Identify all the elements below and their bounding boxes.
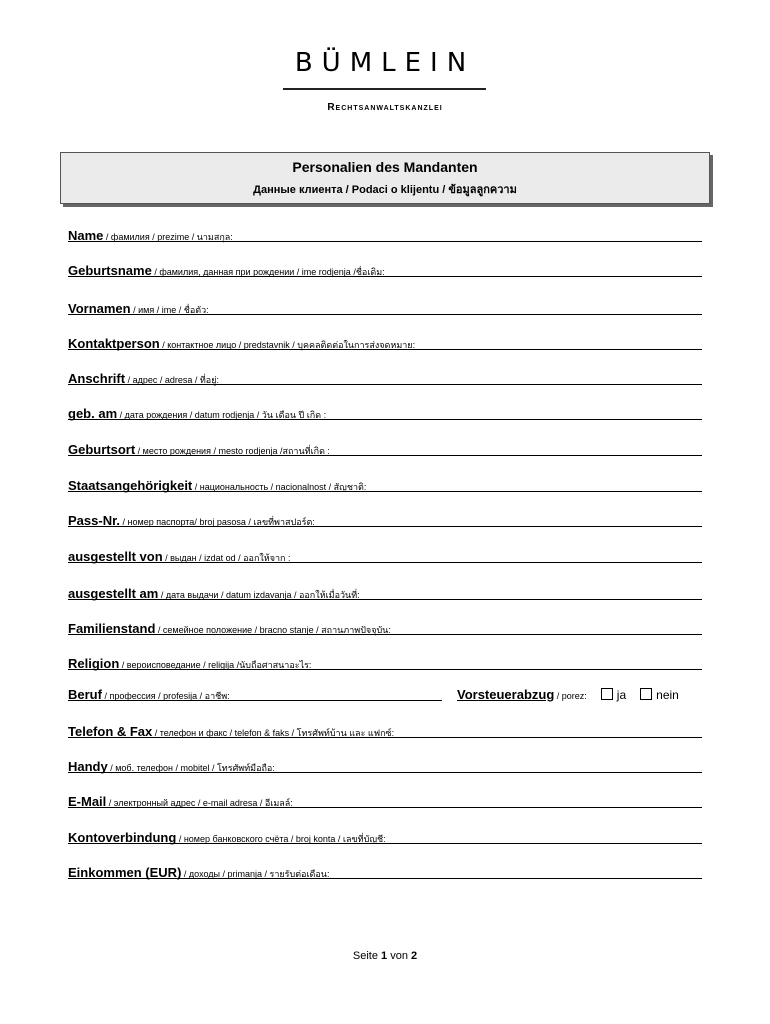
field-religion[interactable] bbox=[68, 655, 702, 670]
option-nein-label: nein bbox=[656, 688, 679, 702]
field-label: geb. am bbox=[68, 406, 118, 421]
field-familienstand[interactable] bbox=[68, 620, 702, 635]
field-translation: / номер паспорта/ broj pasosa / เลขที่พาสปอร์ต: bbox=[120, 517, 315, 527]
field-kontoverbindung[interactable] bbox=[68, 829, 702, 844]
field-pass-nr[interactable] bbox=[68, 512, 702, 527]
field-label: ausgestellt von bbox=[68, 549, 163, 564]
footer-prefix: Seite bbox=[352, 950, 382, 962]
checkbox-nein[interactable] bbox=[640, 688, 652, 700]
field-label: Familienstand bbox=[68, 621, 156, 636]
field-label: Telefon & Fax bbox=[68, 724, 153, 739]
field-label: Religion bbox=[68, 656, 120, 671]
field-translation: / место рождения / mesto rodjenja /สถานที่เกิด : bbox=[135, 446, 330, 456]
vorsteuerabzug-group bbox=[457, 686, 679, 704]
beruf-row bbox=[68, 686, 702, 702]
field-einkommen[interactable] bbox=[68, 864, 702, 879]
field-staatsangehoerigkeit[interactable] bbox=[68, 477, 702, 492]
vorsteuerabzug-label: Vorsteuerabzug bbox=[457, 687, 555, 702]
field-ausgestellt-von[interactable] bbox=[68, 548, 702, 563]
field-translation: / номер банковского счёта / broj konta / เลขที่บัญชี: bbox=[176, 834, 386, 844]
logo-rule bbox=[283, 88, 486, 90]
field-name[interactable] bbox=[68, 227, 702, 242]
field-vornamen[interactable] bbox=[68, 300, 702, 315]
field-geb-am[interactable] bbox=[68, 405, 702, 420]
field-translation: / профессия / profesija / อาชีพ: bbox=[101, 691, 230, 701]
field-label: Kontoverbindung bbox=[68, 830, 177, 845]
field-label: ausgestellt am bbox=[68, 586, 159, 601]
field-label: Handy bbox=[68, 759, 108, 774]
footer-page-number: 1 bbox=[381, 950, 388, 962]
field-translation: / телефон и факс / telefon & faks / โทรศัพท์บ้าน และ แฟกซ์: bbox=[152, 728, 395, 738]
field-geburtsort[interactable] bbox=[68, 441, 702, 456]
option-ja-label: ja bbox=[616, 688, 627, 702]
logo: BÜMLEIN bbox=[294, 48, 476, 78]
field-label: Geburtsname bbox=[68, 263, 152, 278]
vorsteuerabzug-translation: / porez: bbox=[554, 691, 587, 701]
form-header bbox=[60, 152, 710, 204]
field-label: Beruf bbox=[68, 687, 102, 702]
field-label: Vornamen bbox=[68, 301, 131, 316]
field-translation: / вероисповедание / religija /นับถือศาสนาอะไร: bbox=[119, 660, 312, 670]
field-translation: / доходы / primanja / รายรับต่อเดือน: bbox=[181, 869, 330, 879]
field-translation: / адрес / adresa / ที่อยู่: bbox=[125, 375, 219, 385]
field-translation: / моб. телефон / mobitel / โทรศัพท์มือถือ: bbox=[107, 763, 275, 773]
field-telefon-fax[interactable] bbox=[68, 723, 702, 738]
field-translation: / дата выдачи / datum izdavanja / ออกให้เมื่อวันที่: bbox=[158, 590, 360, 600]
field-translation: / фамилия / prezime / นามสกุล: bbox=[103, 232, 233, 242]
field-handy[interactable] bbox=[68, 758, 702, 773]
field-translation: / национальность / nacionalnost / สัญชาติ: bbox=[192, 482, 367, 492]
field-translation: / дата рождения / datum rodjenja / วัน เดือน ปี เกิด : bbox=[117, 410, 327, 420]
field-label: Einkommen (EUR) bbox=[68, 865, 182, 880]
field-label: E-Mail bbox=[68, 794, 107, 809]
field-geburtsname[interactable] bbox=[68, 262, 702, 277]
field-translation: / семейное положение / bracno stanje / สถานภาพปัจจุบัน: bbox=[155, 625, 391, 635]
field-translation: / имя / ime / ชื่อตัว: bbox=[130, 305, 209, 315]
field-beruf[interactable] bbox=[68, 686, 442, 701]
field-translation: / контактное лицо / predstavnik / บุคคลติดต่อในการส่งจดหมาย: bbox=[159, 340, 416, 350]
field-anschrift[interactable] bbox=[68, 370, 702, 385]
field-label: Kontaktperson bbox=[68, 336, 160, 351]
field-translation: / электронный адрес / e-mail adresa / อีเมลล์: bbox=[106, 798, 293, 808]
form-title: Personalien des Mandanten bbox=[292, 159, 478, 175]
page-footer bbox=[0, 950, 770, 962]
field-ausgestellt-am[interactable] bbox=[68, 585, 702, 600]
footer-page-total: 2 bbox=[411, 950, 418, 962]
field-label: Staatsangehörigkeit bbox=[68, 478, 193, 493]
field-label: Pass-Nr. bbox=[68, 513, 121, 528]
form-subtitle: Данные клиента / Podaci o klijentu / ข้อมูลลูกความ bbox=[253, 184, 517, 196]
field-email[interactable] bbox=[68, 793, 702, 808]
field-label: Geburtsort bbox=[68, 442, 136, 457]
checkbox-ja[interactable] bbox=[601, 688, 613, 700]
field-translation: / выдан / izdat od / ออกให้จาก : bbox=[162, 553, 291, 563]
footer-middle: von bbox=[387, 950, 411, 962]
field-label: Anschrift bbox=[68, 371, 126, 386]
field-label: Name bbox=[68, 228, 104, 243]
firm-subtitle: Rechtsanwaltskanzlei bbox=[327, 102, 443, 113]
field-kontaktperson[interactable] bbox=[68, 335, 702, 350]
field-translation: / фамилия, данная при рождении / ime rodjenja /ชื่อเดิม: bbox=[151, 267, 385, 277]
